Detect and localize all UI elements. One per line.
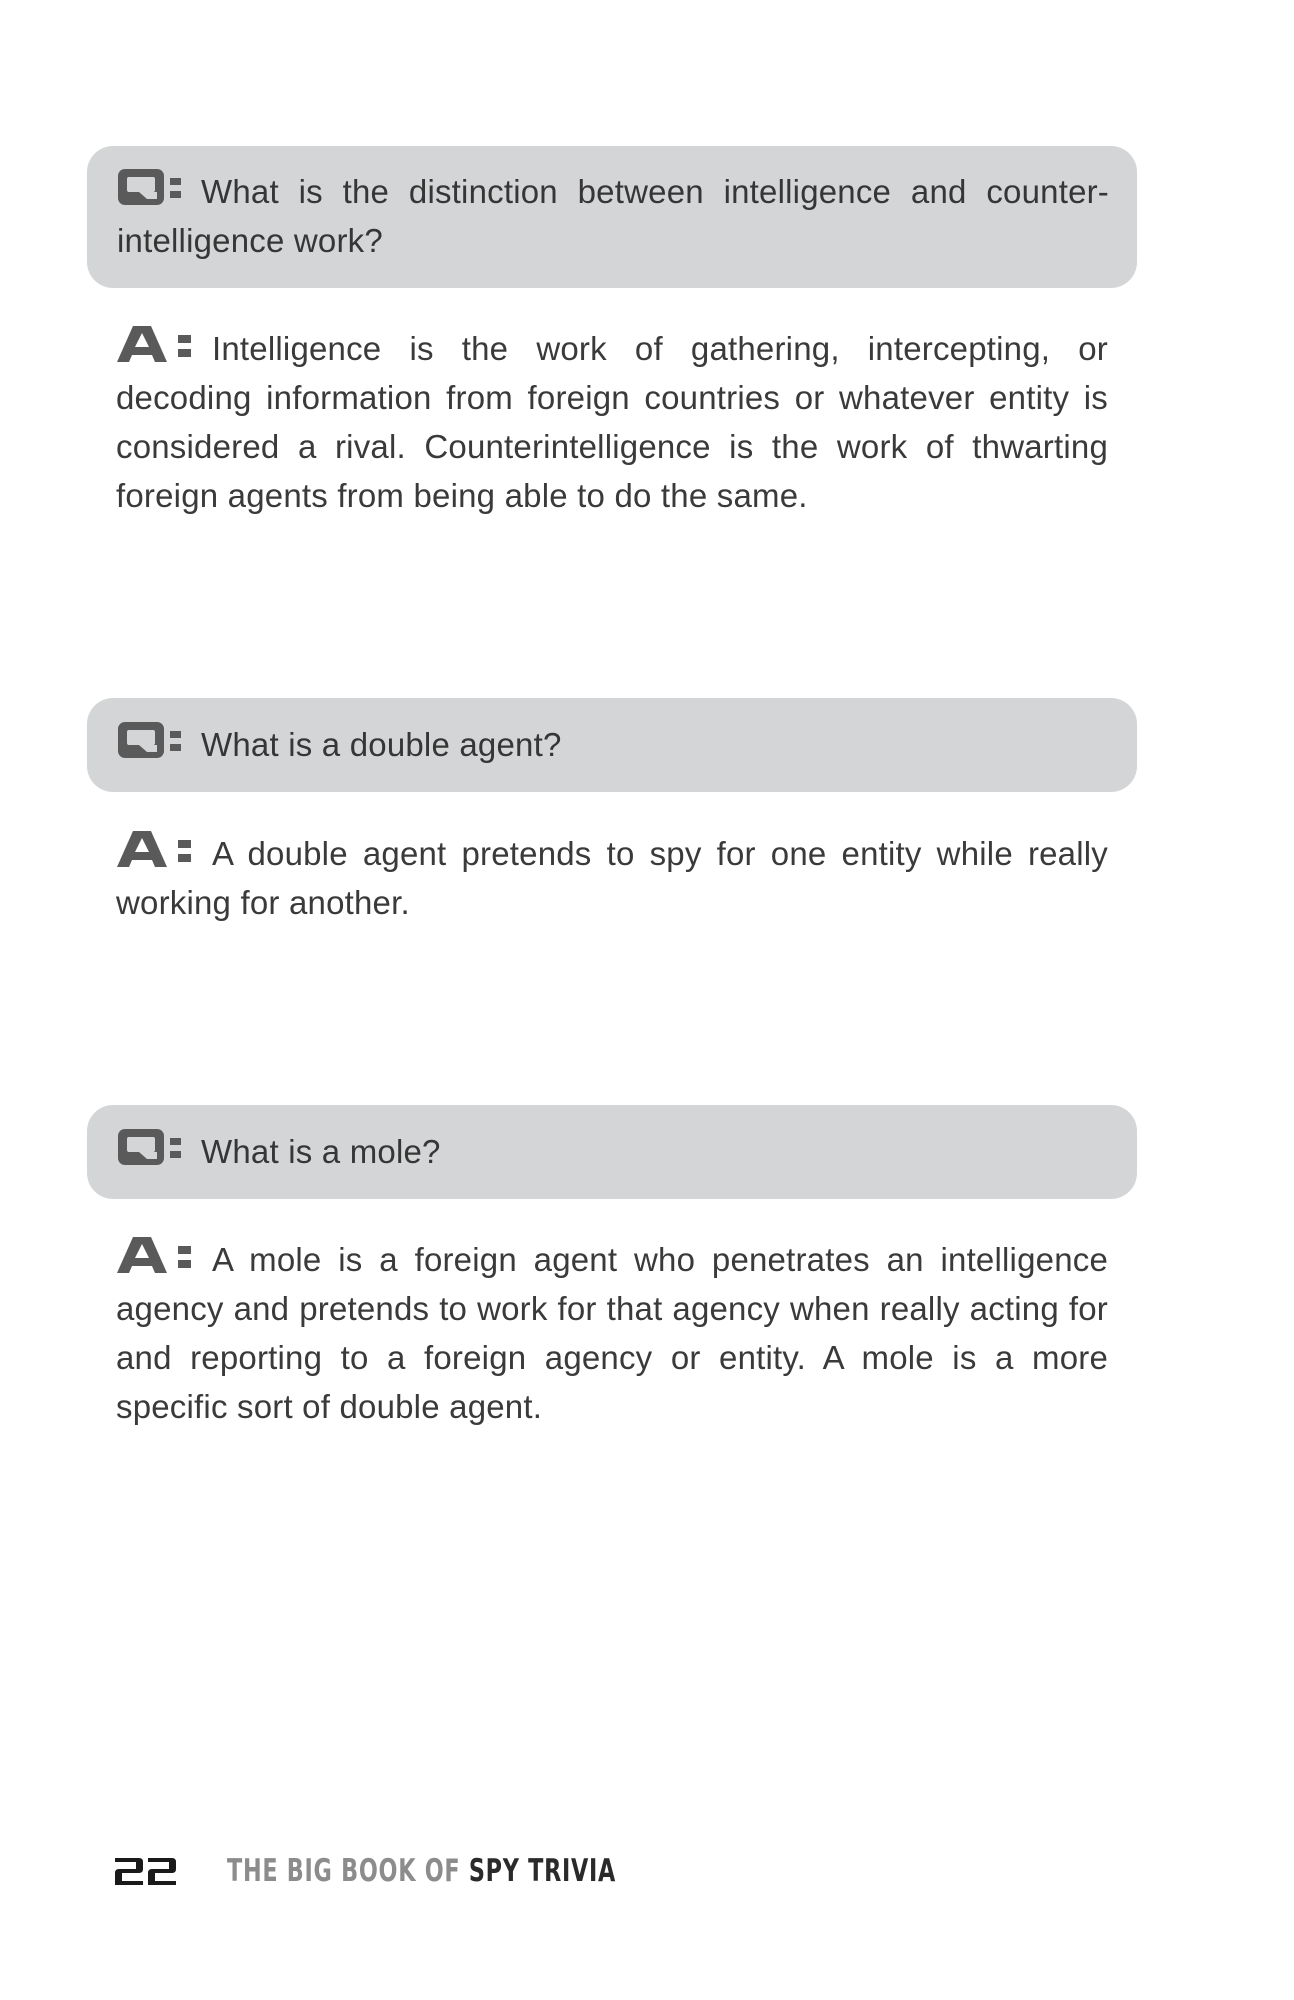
question-2: What is a double agent? xyxy=(201,726,562,763)
answer-block-3 xyxy=(116,1235,1108,1431)
running-head xyxy=(227,1853,616,1889)
svg-text:A:: A: xyxy=(116,829,118,830)
answer-1: Intelligence is the work of gathering, intercepting, or decoding information from foreign countries or whatever entity is considered a rival. Counterintelligence is the work of thwarting foreign agents from being able to do the same. xyxy=(116,330,1108,514)
a-label-icon xyxy=(116,829,200,869)
question-box-2 xyxy=(87,698,1137,792)
answer-text-2 xyxy=(116,829,1108,927)
answer-2: A double agent pretends to spy for one entity while really working for another. xyxy=(116,835,1108,921)
q-label-icon xyxy=(117,720,199,760)
svg-text:A:: A: xyxy=(116,1235,118,1236)
svg-text:A:: A: xyxy=(116,324,118,325)
question-text-2 xyxy=(117,720,1109,769)
a-label-icon xyxy=(116,324,200,364)
question-text-3 xyxy=(117,1127,1109,1176)
question-box-1 xyxy=(87,146,1137,288)
question-box-3 xyxy=(87,1105,1137,1199)
q-label-icon xyxy=(117,1127,199,1167)
svg-text:Q:: Q: xyxy=(117,720,119,721)
answer-text-1 xyxy=(116,324,1108,520)
page-footer xyxy=(113,1849,767,1893)
svg-text:Q:: Q: xyxy=(117,167,119,168)
answer-text-3 xyxy=(116,1235,1108,1431)
book-title-prefix: THE BIG BOOK OF xyxy=(227,1853,461,1889)
question-1: What is the distinction between intelligence and counter-intelligence work? xyxy=(117,173,1109,259)
svg-text:Q:: Q: xyxy=(117,1127,119,1128)
a-label-icon xyxy=(116,1235,200,1275)
page-number xyxy=(113,1854,179,1888)
q-label-icon xyxy=(117,167,199,207)
answer-3: A mole is a foreign agent who penetrates an intelligence agency and pretends to work for that agency when really acting for and reporting to a foreign agency or entity. A mole is a more specific sort of double agent. xyxy=(116,1241,1108,1425)
answer-block-1 xyxy=(116,324,1108,520)
question-3: What is a mole? xyxy=(201,1133,441,1170)
answer-block-2 xyxy=(116,829,1108,927)
book-title-main: SPY TRIVIA xyxy=(468,1853,617,1889)
question-text-1 xyxy=(117,167,1109,265)
